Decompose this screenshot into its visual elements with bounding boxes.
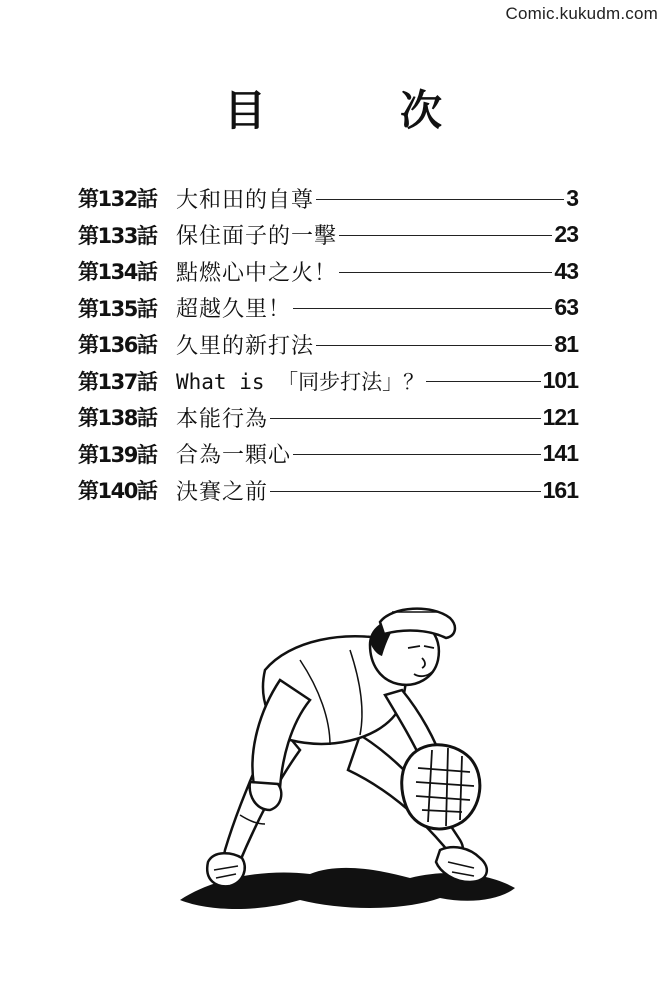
chapter-title: 久里的新打法 [176,333,315,359]
chapter-number: 第139話 [78,442,157,467]
page-title: 目 次 [223,86,488,135]
toc-entry-139[interactable] [78,436,578,473]
baseball-glove [402,745,480,829]
page-number: 43 [554,257,578,284]
page-number: 141 [542,440,578,467]
leader-line [293,308,552,309]
chapter-title: 本能行為 [176,406,269,432]
leader-line [270,418,541,419]
toc-entry-135[interactable] [78,290,578,327]
chapter-title: 決賽之前 [176,479,269,505]
page-number: 121 [542,403,578,430]
baseball-player-illustration [170,600,530,920]
chapter-number: 第138話 [78,406,157,431]
leader-line [339,235,552,236]
page-number: 23 [554,221,578,248]
page-number: 161 [542,476,578,503]
chapter-number: 第133話 [78,223,157,248]
leader-line [316,345,552,346]
leader-line [316,199,564,200]
toc-entry-138[interactable] [78,399,578,436]
chapter-title: 大和田的自尊 [176,187,315,213]
player-left-shoe [207,853,244,886]
toc-entry-140[interactable] [78,472,578,509]
chapter-title: 超越久里！ [176,297,292,323]
chapter-number: 第137話 [78,369,157,394]
leader-line [293,454,541,455]
chapter-number: 第135話 [78,296,157,321]
chapter-title: What is 「同步打法」？ [176,369,425,394]
page-number: 3 [566,184,578,211]
toc-entry-133[interactable] [78,217,578,254]
page-number: 101 [542,367,578,394]
chapter-number: 第136話 [78,333,157,358]
chapter-title: 點燃心中之火！ [176,260,338,286]
chapter-number: 第140話 [78,479,157,504]
chapter-title: 合為一顆心 [176,443,292,469]
leader-line [426,381,540,382]
page-number: 63 [554,294,578,321]
toc-entry-134[interactable] [78,253,578,290]
toc-entry-132[interactable] [78,180,578,217]
toc-entry-137[interactable] [78,363,578,400]
chapter-number: 第132話 [78,187,157,212]
chapter-title: 保住面子的一擊 [176,224,338,250]
toc-entry-136[interactable] [78,326,578,363]
leader-line [270,491,541,492]
page-number: 81 [554,330,578,357]
watermark-text: Comic.kukudm.com [505,4,658,23]
leader-line [339,272,552,273]
table-of-contents [78,180,578,509]
chapter-number: 第134話 [78,260,157,285]
